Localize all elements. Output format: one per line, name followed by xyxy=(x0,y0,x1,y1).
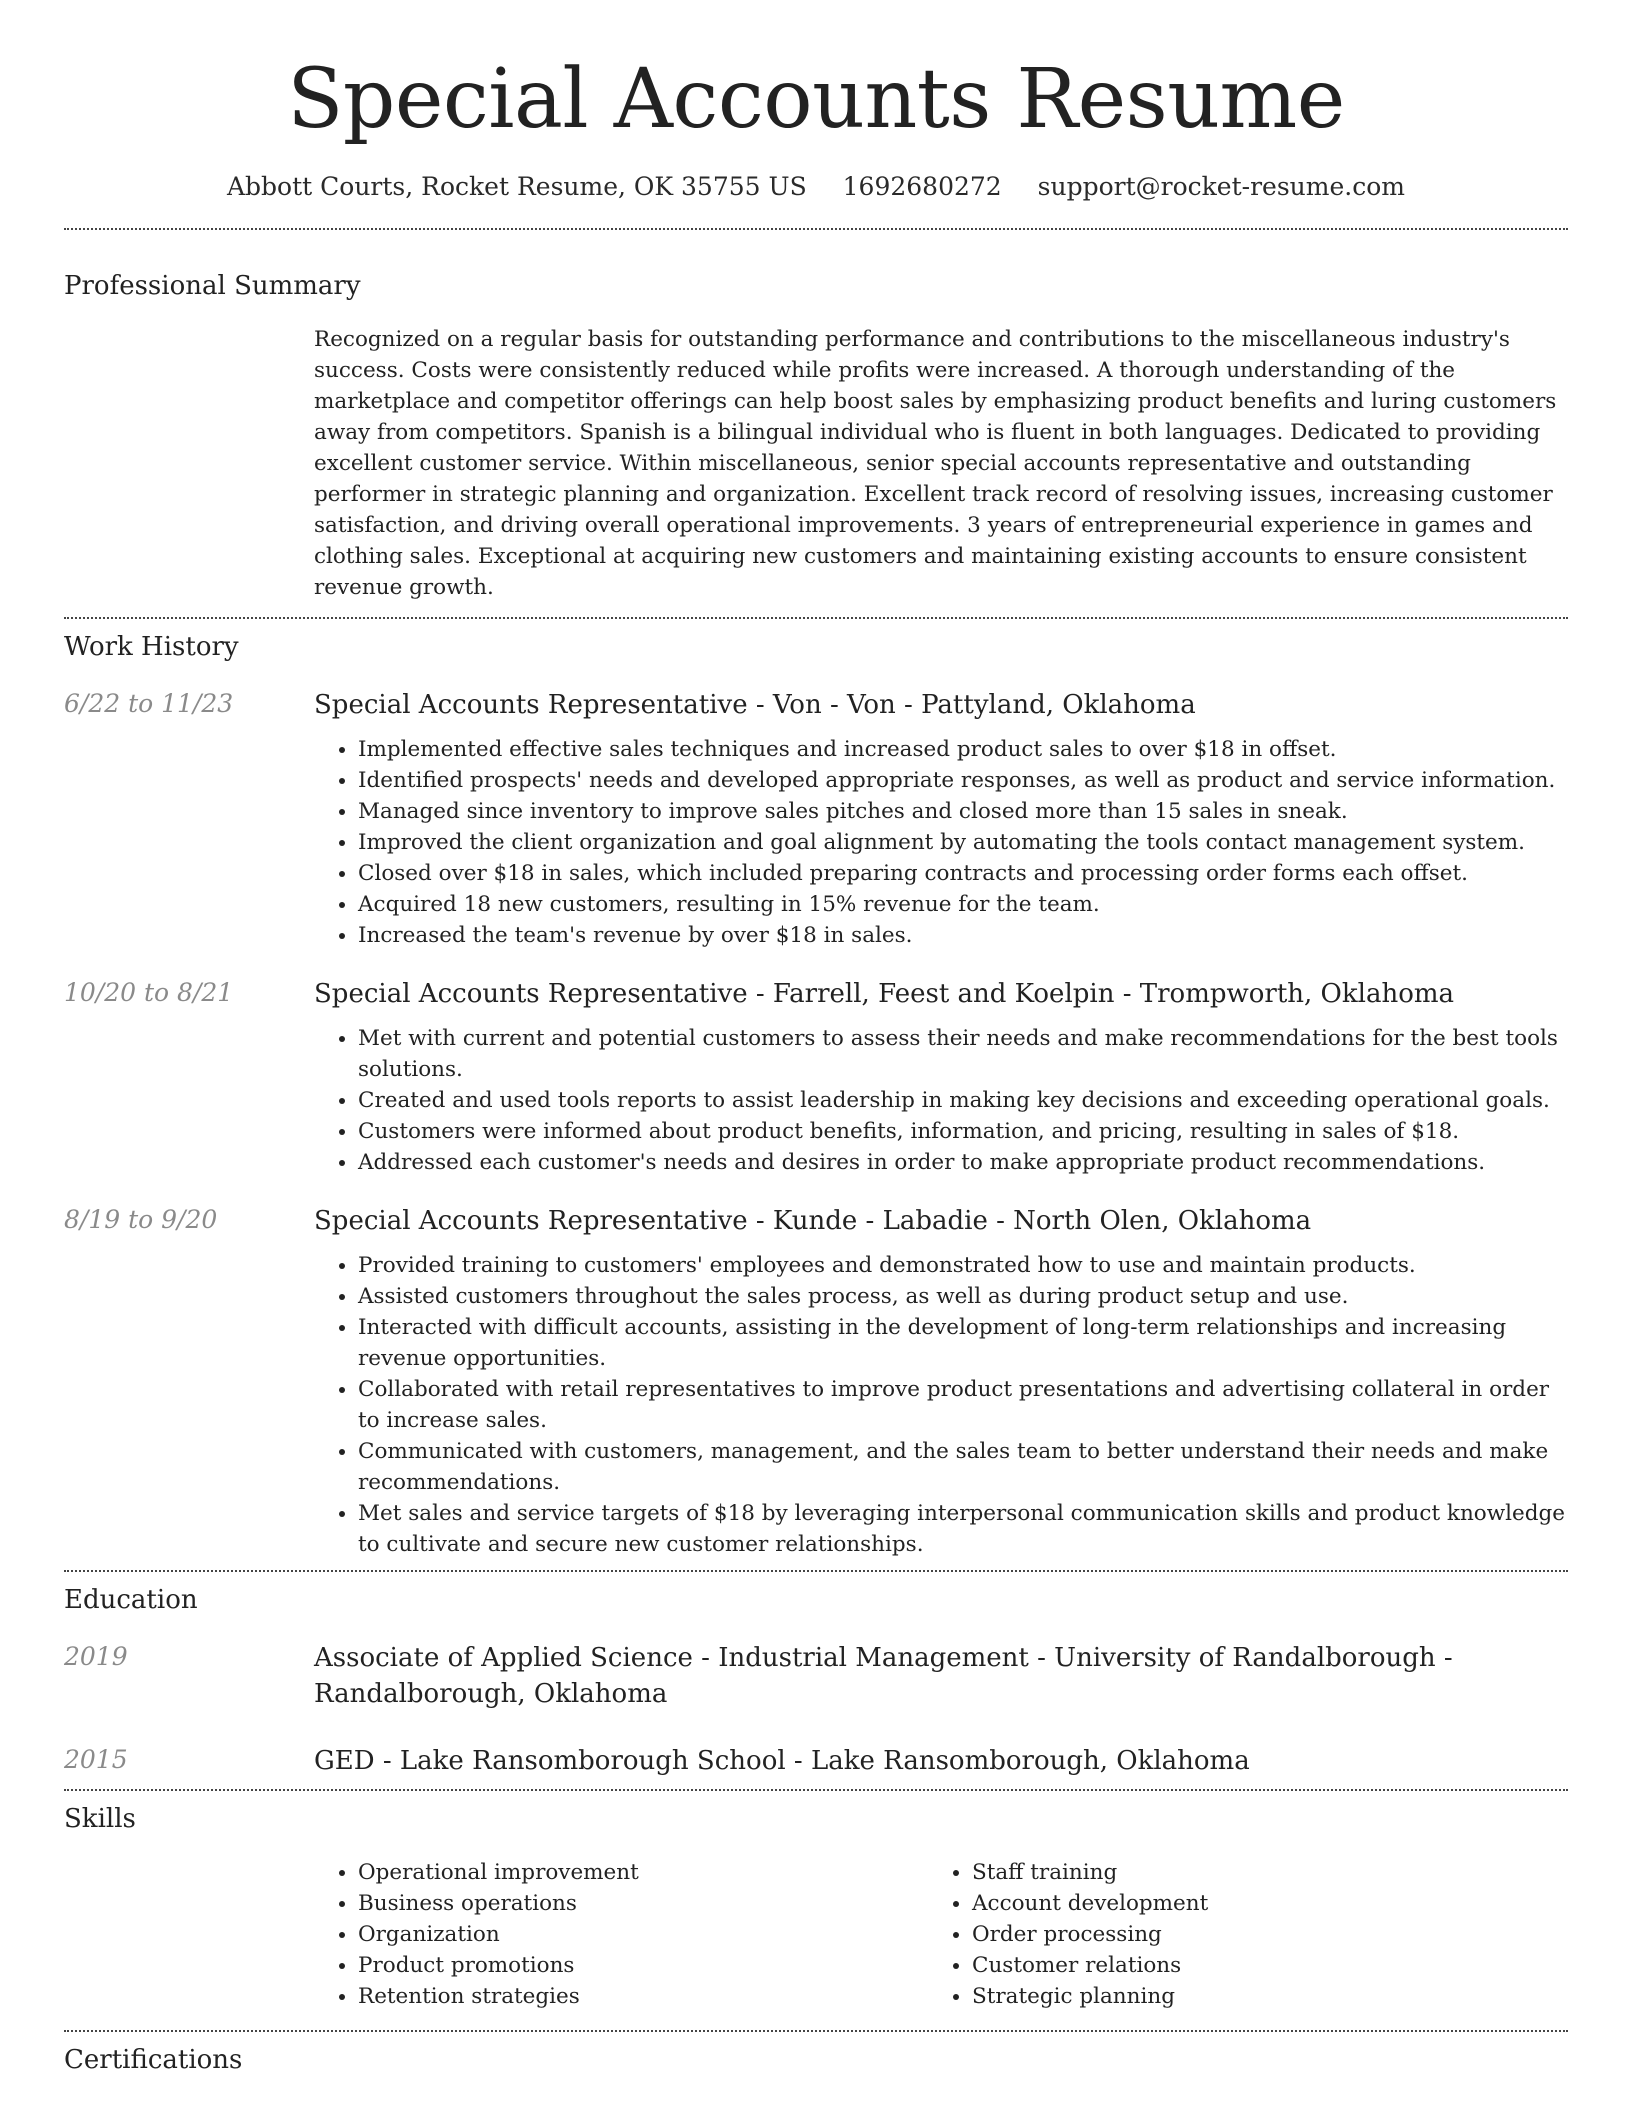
skills-grid xyxy=(314,1857,1568,2012)
skills-heading: Skills xyxy=(64,1804,136,1834)
job-title: Special Accounts Representative - Von - Von - Pattyland, Oklahoma xyxy=(314,690,1196,720)
list-item: • Managed since inventory to improve sales pitches and closed more than 15 sales in sneak. xyxy=(358,796,1568,827)
list-item: • Business operations xyxy=(358,1888,928,1919)
list-item: • Retention strategies xyxy=(358,1981,928,2012)
job-dates: 8/19 to 9/20 xyxy=(64,1205,218,1234)
education-title: Associate of Applied Science - Industrial Management - University of Randalborough - Randalborough, Oklahoma xyxy=(314,1643,1453,1709)
contact-email: support@rocket-resume.com xyxy=(1037,172,1405,201)
list-item: • Addressed each customer's needs and desires in order to make appropriate product recommendations. xyxy=(358,1147,1568,1178)
list-item: • Acquired 18 new customers, resulting in 15% revenue for the team. xyxy=(358,889,1568,920)
list-item: • Customers were informed about product benefits, information, and pricing, resulting in sales of $18. xyxy=(358,1116,1568,1147)
list-item: • Operational improvement xyxy=(358,1857,928,1888)
list-item: • Order processing xyxy=(972,1919,1542,1950)
education-year: 2015 xyxy=(64,1745,128,1774)
list-item: • Improved the client organization and goal alignment by automating the tools contact management system. xyxy=(358,827,1568,858)
summary-heading: Professional Summary xyxy=(64,271,361,301)
list-item: • Account development xyxy=(972,1888,1542,1919)
list-item: • Strategic planning xyxy=(972,1981,1542,2012)
certifications-heading: Certifications xyxy=(64,2045,243,2075)
work-section xyxy=(64,619,1568,1560)
skills-spacer xyxy=(64,1857,314,2012)
education-content xyxy=(314,1743,1568,1779)
job-title: Special Accounts Representative - Farrell, Feest and Koelpin - Trompworth, Oklahoma xyxy=(314,979,1455,1009)
list-item: • Communicated with customers, management, and the sales team to better understand their needs and make recommendations. xyxy=(358,1436,1568,1498)
list-item: • Assisted customers throughout the sales process, as well as during product setup and use. xyxy=(358,1281,1568,1312)
list-item: • Closed over $18 in sales, which included preparing contracts and processing order forms each offset. xyxy=(358,858,1568,889)
job-entry xyxy=(64,1203,1568,1560)
job-content xyxy=(314,1203,1568,1560)
page-title: Special Accounts Resume xyxy=(287,52,1345,147)
list-item: • Collaborated with retail representatives to improve product presentations and advertising collateral in order to increase sales. xyxy=(358,1374,1568,1436)
summary-row xyxy=(64,324,1568,603)
job-entry xyxy=(64,687,1568,951)
job-dates: 10/20 to 8/21 xyxy=(64,978,234,1007)
summary-spacer xyxy=(64,324,314,603)
education-heading: Education xyxy=(64,1585,198,1615)
education-title: GED - Lake Ransomborough School - Lake Ransomborough, Oklahoma xyxy=(314,1746,1250,1776)
job-content xyxy=(314,976,1568,1178)
job-bullets xyxy=(314,1250,1568,1560)
list-item: • Increased the team's revenue by over $18 in sales. xyxy=(358,920,1568,951)
summary-content xyxy=(314,324,1568,603)
list-item: • Met sales and service targets of $18 by leveraging interpersonal communication skills and product knowledge to cultivate and secure new customer relationships. xyxy=(358,1498,1568,1560)
certifications-section xyxy=(64,2032,1568,2077)
list-item: • Provided training to customers' employees and demonstrated how to use and maintain products. xyxy=(358,1250,1568,1281)
job-dates: 6/22 to 11/23 xyxy=(64,689,234,718)
education-content xyxy=(314,1640,1568,1712)
list-item: • Organization xyxy=(358,1919,928,1950)
contact-address: Abbott Courts, Rocket Resume, OK 35755 US xyxy=(227,172,807,201)
list-item: • Customer relations xyxy=(972,1950,1542,1981)
list-item: • Interacted with difficult accounts, assisting in the development of long-term relationships and increasing revenue opportunities. xyxy=(358,1312,1568,1374)
education-entry xyxy=(64,1640,1568,1712)
skills-list-left xyxy=(314,1857,928,2012)
job-bullets xyxy=(314,1023,1568,1178)
job-title: Special Accounts Representative - Kunde - Labadie - North Olen, Oklahoma xyxy=(314,1206,1312,1236)
job-bullets xyxy=(314,734,1568,951)
list-item: • Product promotions xyxy=(358,1950,928,1981)
education-section xyxy=(64,1572,1568,1779)
summary-section xyxy=(64,230,1568,603)
skills-section xyxy=(64,1791,1568,2012)
work-heading: Work History xyxy=(64,632,239,662)
list-item: • Met with current and potential customers to assess their needs and make recommendations for the best tools solutions. xyxy=(358,1023,1568,1085)
contact-phone: 1692680272 xyxy=(842,172,1002,201)
education-entry xyxy=(64,1743,1568,1779)
list-item: • Implemented effective sales techniques and increased product sales to over $18 in offset. xyxy=(358,734,1568,765)
skills-row xyxy=(64,1857,1568,2012)
skills-list-right xyxy=(928,1857,1542,2012)
list-item: • Staff training xyxy=(972,1857,1542,1888)
contact-line xyxy=(64,170,1568,204)
list-item: • Identified prospects' needs and developed appropriate responses, as well as product and service information. xyxy=(358,765,1568,796)
job-content xyxy=(314,687,1568,951)
list-item: • Created and used tools reports to assist leadership in making key decisions and exceeding operational goals. xyxy=(358,1085,1568,1116)
summary-text: Recognized on a regular basis for outstanding performance and contributions to the miscellaneous industry's success. Costs were consistently reduced while profits were increased. A thorough understanding of the marketplace and competitor offerings can help boost sales by emphasizing product benefits and luring customers away from competitors. Spanish is a bilingual individual who is fluent in both languages. Dedicated to providing excellent customer service. Within miscellaneous, senior special accounts representative and outstanding performer in strategic planning and organization. Excellent track record of resolving issues, increasing customer satisfaction, and driving overall operational improvements. 3 years of entrepreneurial experience in games and clothing sales. Exceptional at acquiring new customers and maintaining existing accounts to ensure consistent revenue growth. xyxy=(314,327,1557,600)
job-entry xyxy=(64,976,1568,1178)
education-year: 2019 xyxy=(64,1642,128,1671)
